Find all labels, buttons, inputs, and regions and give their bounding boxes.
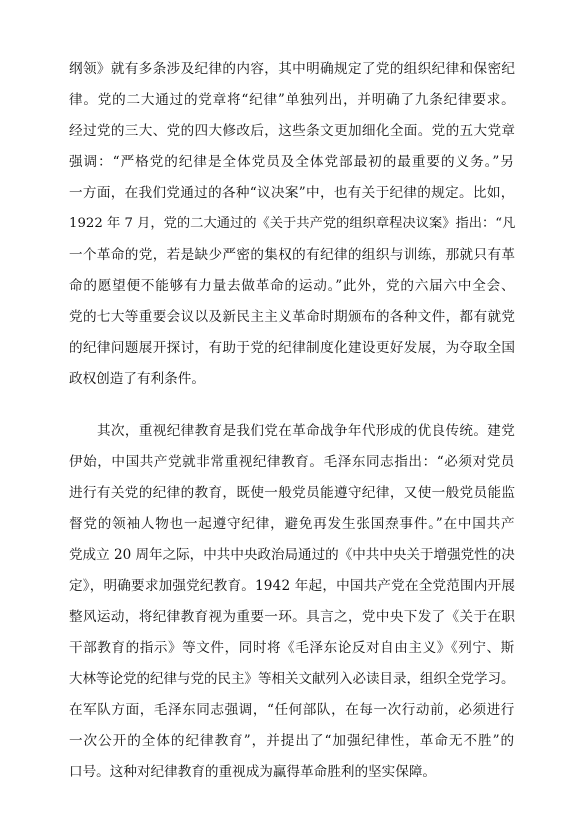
text-line: 一方面，在我们党通过的各种“议决案”中，也有关于纪律的规定。比如， <box>69 185 515 201</box>
text-line: 的纪律问题展开探讨，有助于党的纪律制度化建设更好发展，为夺取全国 <box>69 340 516 356</box>
text-line: 强调：“严格党的纪律是全体党员及全体党部最初的最重要的义务。”另 <box>69 154 515 170</box>
text-line: 一个革命的党，若是缺少严密的集权的有纪律的组织与训练，那就只有革 <box>69 247 516 263</box>
text-line: 纲领》就有多条涉及纪律的内容，其中明确规定了党的组织纪律和保密纪 <box>69 61 516 77</box>
text-line: 口号。这种对纪律教育的重视成为赢得革命胜利的坚实保障。 <box>69 764 437 780</box>
text-line: 其次，重视纪律教育是我们党在革命战争年代形成的优良传统。建党 <box>97 423 516 439</box>
text-line: 在军队方面，毛泽东同志强调，“任何部队，在每一次行动前，必须进行 <box>69 702 515 718</box>
text-line: 命的愿望便不能够有力量去做革命的运动。”此外，党的六届六中全会、 <box>69 278 516 294</box>
text-line: 一次公开的全体的纪律教育”，并提出了“加强纪律性，革命无不胜”的 <box>69 733 516 749</box>
text-line: 大林等论党的纪律与党的民主》等相关文献列入必读目录，组织全党学习。 <box>69 671 515 687</box>
text-line: 党的七大等重要会议以及新民主主义革命时期颁布的各种文件，都有就党 <box>69 309 516 325</box>
text-line: 干部教育的指示》等文件，同时将《毛泽东论反对自由主义》《列宁、斯 <box>69 640 515 656</box>
text-line: 伊始，中国共产党就非常重视纪律教育。毛泽东同志指出：“必须对党员 <box>69 454 515 470</box>
text-line: 进行有关党的纪律的教育，既使一般党员能遵守纪律，又使一般党员能监 <box>69 485 516 501</box>
text-line: 督党的领袖人物也一起遵守纪律，避免再发生张国焘事件。”在中国共产 <box>69 516 516 532</box>
text-line: 党成立 20 周年之际，中共中央政治局通过的《中共中央关于增强党性的决 <box>69 547 515 563</box>
text-line: 经过党的三大、党的四大修改后，这些条文更加细化全面。党的五大党章 <box>69 123 516 139</box>
text-line: 律。党的二大通过的党章将“纪律”单独列出，并明确了九条纪律要求。 <box>69 92 516 108</box>
text-line: 定》，明确要求加强党纪教育。1942 年起，中国共产党在全党范围内开展 <box>69 578 516 594</box>
text-line: 政权创造了有利条件。 <box>69 371 205 387</box>
text-line: 整风运动，将纪律教育视为重要一环。具言之，党中央下发了《关于在职 <box>69 609 516 625</box>
text-line: 1922 年 7 月，党的二大通过的《关于共产党的组织章程决议案》指出：“凡 <box>69 216 516 231</box>
